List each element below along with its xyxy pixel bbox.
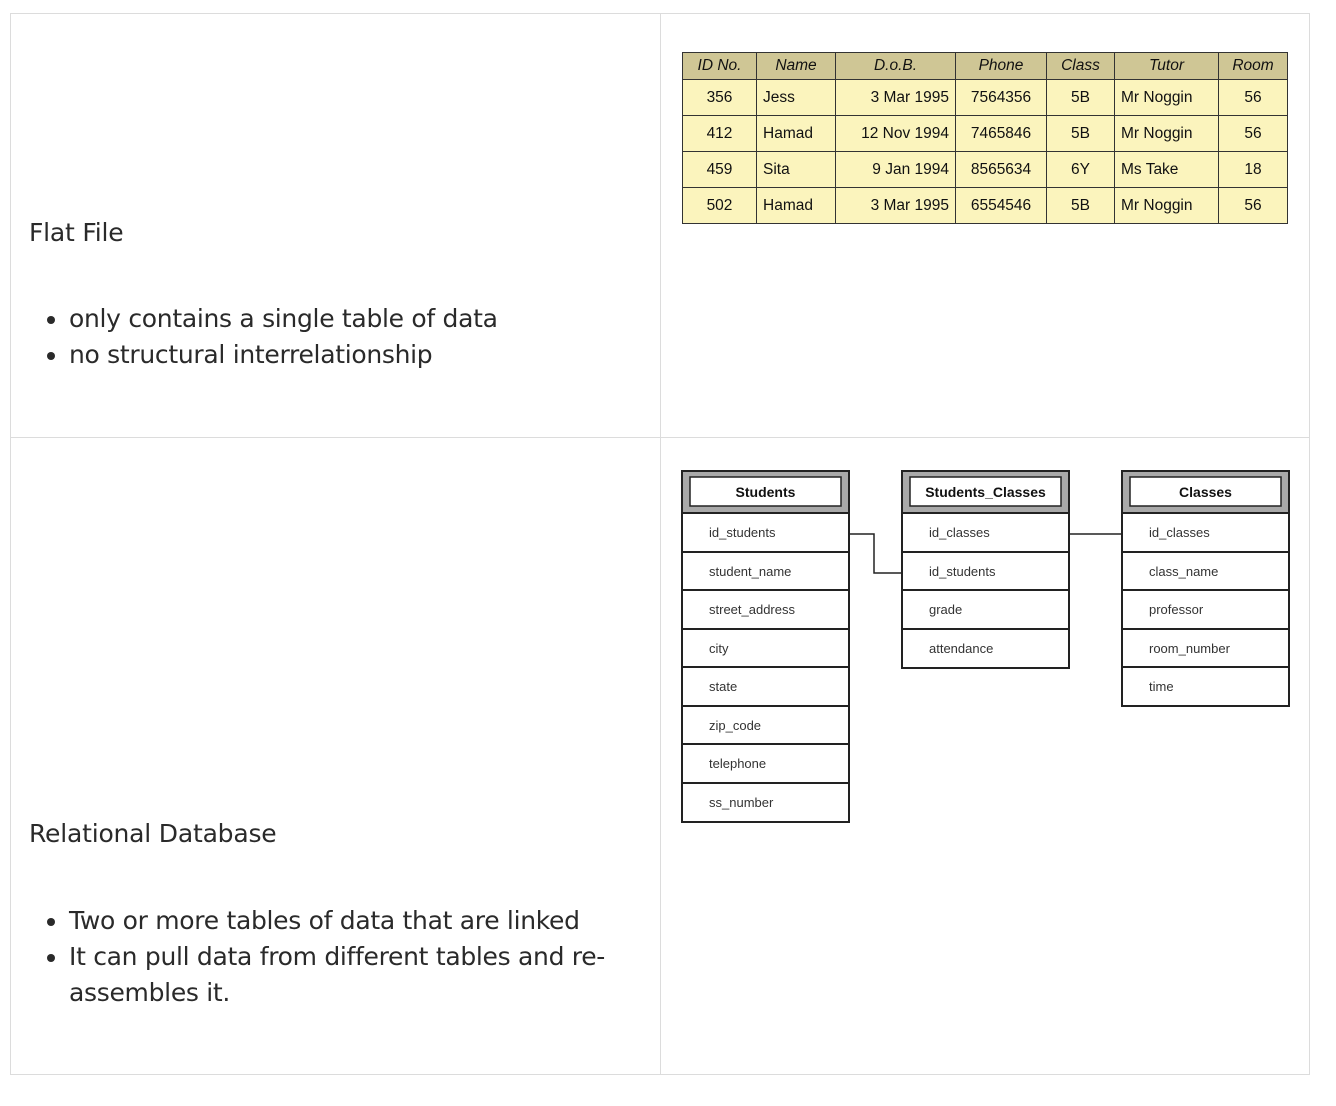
field-row: [682, 667, 849, 706]
flat-file-table: [682, 52, 1288, 224]
table-cell: 502: [683, 188, 757, 224]
field-label: id_classes: [1149, 525, 1210, 540]
table-cell: 9 Jan 1994: [836, 152, 956, 188]
entity-classes: [1122, 471, 1289, 706]
column-header: Room: [1219, 53, 1288, 80]
field-row: [682, 629, 849, 667]
table-row: [683, 188, 1288, 224]
table-cell: 5B: [1047, 188, 1115, 224]
flat-file-figure: [661, 14, 1309, 437]
relation-line: [849, 534, 902, 573]
table-cell: 6Y: [1047, 152, 1115, 188]
table-cell: 12 Nov 1994: [836, 116, 956, 152]
field-label: grade: [929, 602, 963, 617]
field-label: id_students: [929, 564, 996, 579]
table-cell: 56: [1219, 80, 1288, 116]
column-header: Phone: [956, 53, 1047, 80]
field-label: student_name: [709, 564, 792, 579]
table-row: [683, 116, 1288, 152]
entity-students: [682, 471, 849, 822]
table-header-row: [683, 53, 1288, 80]
content-grid: [10, 13, 1310, 1075]
entity-title: Students_Classes: [925, 484, 1046, 500]
field-label: class_name: [1149, 564, 1219, 579]
table-cell: 5B: [1047, 80, 1115, 116]
bullet-item: • only contains a single table of data: [69, 301, 669, 337]
field-row: [1122, 590, 1289, 629]
field-label: zip_code: [709, 718, 762, 733]
table-cell: Hamad: [757, 188, 836, 224]
table-cell: Sita: [757, 152, 836, 188]
relational-heading: Relational Database: [29, 819, 277, 848]
table-cell: 18: [1219, 152, 1288, 188]
table-cell: 56: [1219, 116, 1288, 152]
table-cell: Hamad: [757, 116, 836, 152]
column-header: Tutor: [1115, 53, 1219, 80]
table-cell: 6554546: [956, 188, 1047, 224]
field-label: room_number: [1149, 641, 1230, 656]
flat-file-row: [11, 14, 1309, 438]
column-header: D.o.B.: [836, 53, 956, 80]
table-cell: 7564356: [956, 80, 1047, 116]
column-header: Class: [1047, 53, 1115, 80]
field-label: ss_number: [709, 795, 774, 810]
table-cell: 8565634: [956, 152, 1047, 188]
relational-bullets: [29, 903, 629, 1011]
field-label: city: [709, 641, 729, 656]
field-label: time: [1149, 679, 1174, 694]
field-row: [902, 590, 1069, 629]
field-label: professor: [1149, 602, 1204, 617]
er-diagram: [661, 437, 1309, 857]
entity-students-classes: [902, 471, 1069, 668]
table-cell: 3 Mar 1995: [836, 80, 956, 116]
relational-row: [11, 437, 1309, 1074]
table-cell: Jess: [757, 80, 836, 116]
column-header: ID No.: [683, 53, 757, 80]
flat-file-description: [11, 14, 661, 437]
field-label: street_address: [709, 602, 795, 617]
field-label: state: [709, 679, 738, 694]
table-cell: Mr Noggin: [1115, 116, 1219, 152]
table-cell: 459: [683, 152, 757, 188]
field-label: telephone: [709, 756, 767, 771]
table-cell: 412: [683, 116, 757, 152]
field-label: id_classes: [929, 525, 990, 540]
bullet-item: • no structural interrelationship: [69, 337, 669, 373]
entity-title: Students: [735, 484, 796, 500]
bullet-item: • Two or more tables of data that are linked: [69, 903, 629, 939]
field-label: id_students: [709, 525, 776, 540]
bullet-item: • It can pull data from different tables and re-assembles it.: [69, 939, 629, 1011]
table-row: [683, 80, 1288, 116]
table-cell: Mr Noggin: [1115, 188, 1219, 224]
table-cell: 356: [683, 80, 757, 116]
table-cell: 56: [1219, 188, 1288, 224]
column-header: Name: [757, 53, 836, 80]
flat-file-bullets: [29, 301, 669, 373]
relational-figure: [661, 437, 1309, 1074]
field-row: [1122, 667, 1289, 706]
table-cell: Mr Noggin: [1115, 80, 1219, 116]
relational-description: [11, 437, 661, 1074]
table-row: [683, 152, 1288, 188]
field-label: attendance: [929, 641, 994, 656]
entity-title: Classes: [1179, 484, 1232, 500]
table-cell: 7465846: [956, 116, 1047, 152]
table-cell: 3 Mar 1995: [836, 188, 956, 224]
flat-file-heading: Flat File: [29, 218, 124, 247]
table-cell: Ms Take: [1115, 152, 1219, 188]
table-cell: 5B: [1047, 116, 1115, 152]
field-row: [682, 706, 849, 744]
